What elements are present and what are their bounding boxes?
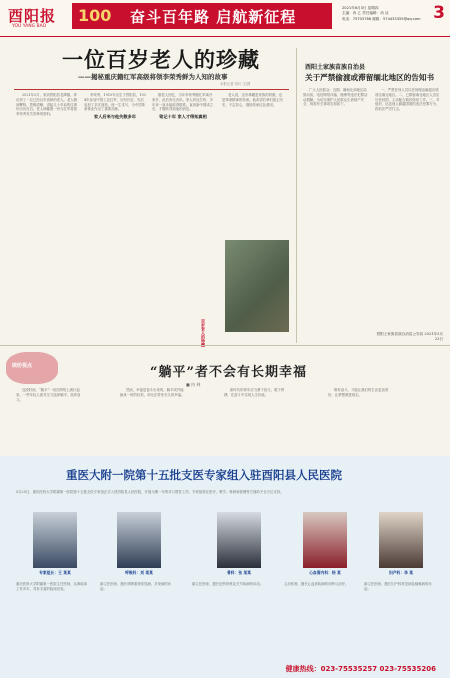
doctor-photo (33, 512, 77, 568)
doctor-name: 心血管内科：杨 某 (309, 570, 341, 575)
editor-line: 主编：冉 乙 责任编辑：冉 洁 (342, 11, 389, 16)
notice-column-2 (375, 88, 442, 326)
commentary-paragraph: 然而，幸福是奋斗出来的。躺平或许能换来一时的轻松，却无法带来长久的幸福。 (120, 388, 185, 397)
hospital-story-headline: 重医大附一院第十五批支医专家组入驻酉阳县人民医院 (66, 468, 342, 482)
notice-column-1 (303, 88, 370, 340)
contact-line: 电话：75703766 邮箱：574433355@qq.com (342, 16, 421, 21)
banner-number: 100 (78, 6, 112, 25)
lead-photo (225, 240, 289, 332)
column-divider (296, 48, 297, 343)
lead-column-4 (222, 93, 284, 233)
banner-slogan: 奋斗百年路 启航新征程 (130, 8, 297, 26)
lead-paragraph: 李荣秀，1910年出生于酉阳县，1934年参加中国工农红军，历经长征，先后参加了多次战役。他一生戎马，为中国革命事业作出了重要贡献。 (84, 93, 146, 112)
notice-paragraph: 一、严禁任何人员以任何理由偷渡出境前往缅北地区。二、已滞留缅北地区人员应尽快回国，主动配合做好防疫工作。三、对组织、运送他人偷越国境的违法犯罪行为，将依法严厉打击。 (375, 88, 440, 112)
hospital-story-intro: 5月25日，重庆医科大学附属第一医院第十五批支医专家组正式入驻酉阳县人民医院，开展为期一年的对口帮扶工作。专家组将在医疗、教学、科研和管理等方面给予全方位支持。 (16, 490, 284, 494)
lead-divider (14, 89, 289, 90)
lead-column-3 (152, 93, 214, 333)
commentary-author: ■ 冉 林 (186, 382, 201, 387)
commentary-paragraph: 新时代的青年应当勇于担当，敢于拼搏，在奋斗中实现人生价值。 (224, 388, 285, 397)
commentary-paragraph: 唯有奋斗，才能让我们的生活更加美好，让梦想照进现实。 (328, 388, 389, 397)
lead-subhead: 家人后来与他失散多年 (94, 114, 136, 120)
commentary-headline: “躺平”者不会有长期幸福 (150, 365, 307, 380)
page-number: 3 (433, 3, 445, 23)
lead-column-1 (16, 93, 78, 333)
lead-headline: 一位百岁老人的珍藏 (62, 47, 260, 72)
doctor-bio: 副主任医师，擅长妇产科常见病及疑难病的诊治。 (364, 582, 432, 591)
notice-headline: 关于严禁偷渡或滞留缅北地区的告知书 (305, 73, 435, 82)
issue-date: 2021年6月3日 星期四 (342, 6, 379, 10)
lead-paragraph: 2021年3月，来到酉阳县龙潭镇，拜访到了一位已经百岁高龄的老人。老人精神矍铄，思维清晰，讲起几十年前的往事仍历历在目。老人珍藏着一份与红军将领李荣秀有关的珍贵资料。 (16, 93, 78, 117)
commentary-paragraph: 近段时间，“躺平”一词在网络上流行起来。一些年轻人面对压力选择躺平，放弃奋斗。 (16, 388, 81, 402)
doctor-card (204, 512, 274, 576)
doctor-bio: 重庆医科大学附属第一医院主任医师，从事临床工作多年，具有丰富的临床经验。 (16, 582, 88, 591)
newspaper-logo: 酉阳报 (8, 7, 57, 25)
doctor-photo (379, 512, 423, 568)
masthead-info (342, 6, 427, 22)
notice-kicker: 酉阳土家族苗族自治县 (305, 64, 366, 71)
doctor-card (366, 512, 436, 576)
doctor-card (104, 512, 174, 576)
lead-photo-caption: 百岁老人的珍藏 (201, 319, 206, 347)
doctor-bio: 主治医师，擅长心血管疾病的诊断与治疗。 (284, 582, 349, 586)
newspaper-logo-subtitle: YOU YANG BAO (12, 24, 47, 29)
lead-paragraph: 老人说，这份珍藏是家族的骄傲，也是革命精神的传承。他希望后辈们铭记历史，不忘初心，继续传承红色基因。 (222, 93, 284, 107)
doctor-photo (303, 512, 347, 568)
doctor-photo (217, 512, 261, 568)
lead-column-2 (84, 93, 146, 333)
commentary-column-4 (328, 388, 394, 450)
notice-paragraph: 广大人民群众：近期，缅甸北部地区局势动荡，电信网络诈骗、赌博等违法犯罪活动猖獗。为切实保护人民群众生命财产安全，现将有关事项告知如下。 (303, 88, 368, 107)
health-hotline: 健康热线：023-75535257 023-75535206 (285, 665, 436, 673)
doctor-bio: 副主任医师，擅长呼吸系统常见病、多发病的诊治。 (100, 582, 172, 591)
doctor-card (290, 512, 360, 576)
lead-subhead: 铭记十年 家人才得知真相 (159, 114, 207, 120)
doctor-name: 专家组长：王 某某 (39, 570, 71, 575)
commentary-column-2 (120, 388, 186, 450)
lead-paragraph: 据老人回忆，当年李荣秀随红军离开家乡，此后杳无音讯。家人四处打听，多年来一直未能取得联系。直到新中国成立后，才辗转得知他的消息。 (152, 93, 214, 112)
commentary-tag: 缤纷视点 (12, 363, 33, 369)
anniversary-banner (72, 3, 332, 29)
doctor-photo (117, 512, 161, 568)
doctor-name: 妇产科：李 某 (388, 570, 414, 575)
doctor-bio: 副主任医师，擅长创伤骨科及关节疾病的诊治。 (192, 582, 264, 586)
commentary-column-1 (16, 388, 82, 450)
commentary-column-3 (224, 388, 290, 450)
lead-byline: 本报记者 冉川 文/图 (220, 82, 251, 86)
masthead (0, 0, 450, 37)
doctor-card (20, 512, 90, 576)
notice-signature: 酉阳土家族苗族自治县公安局 2021年5月23日 (376, 332, 443, 341)
lead-subheadline: ——揭秘重庆籍红军高级将领李荣秀鲜为人知的故事 (78, 73, 228, 81)
doctor-name: 呼吸科：刘 某某 (125, 570, 153, 575)
doctor-name: 骨科：张 某某 (226, 570, 252, 575)
